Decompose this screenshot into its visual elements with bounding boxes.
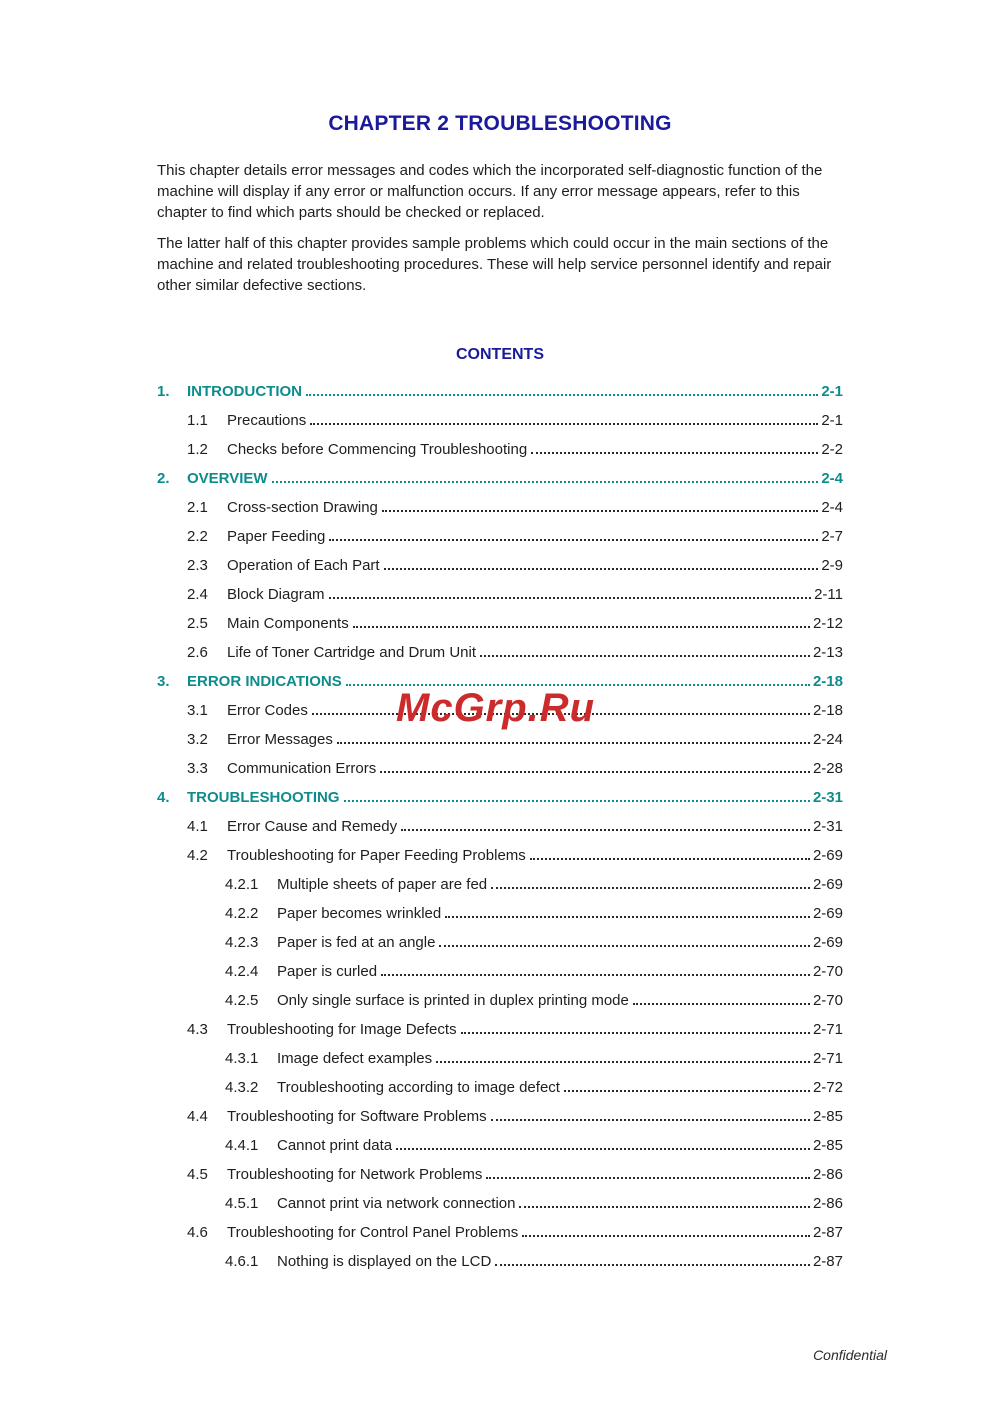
toc-entry-label: Main Components [227, 615, 349, 632]
toc-entry-2-3 [157, 551, 843, 580]
contents-heading: CONTENTS [456, 346, 544, 363]
toc-entry-number: 1. [157, 383, 170, 400]
toc-entry-label: Troubleshooting for Network Problems [227, 1166, 483, 1183]
toc-entry-number: 2.1 [187, 499, 208, 516]
toc-entry-number: 4.3 [187, 1021, 208, 1038]
toc-dotted-leader [380, 767, 810, 773]
toc-entry-number: 4.5.1 [225, 1195, 259, 1212]
toc-dotted-leader [384, 564, 819, 570]
toc-entry-page-number: 2-1 [821, 383, 843, 400]
toc-entry-label: Checks before Commencing Troubleshooting [227, 441, 528, 458]
toc-entry-4-1 [157, 812, 843, 841]
toc-entry-number: 4.3.1 [225, 1050, 259, 1067]
toc-dotted-leader [522, 1231, 810, 1237]
toc-entry-page-number: 2-87 [812, 1253, 843, 1270]
toc-entry-page-number: 2-85 [812, 1137, 843, 1154]
toc-entry-page-number: 2-11 [814, 586, 843, 603]
toc-dotted-leader [306, 390, 818, 396]
toc-entry-number: 4.3.2 [225, 1079, 259, 1096]
table-of-contents [157, 377, 843, 1276]
toc-dotted-leader [353, 622, 810, 628]
toc-dotted-leader [337, 738, 810, 744]
toc-entry-number: 3.1 [187, 702, 208, 719]
watermark-text: McGrp.Ru [396, 686, 596, 730]
toc-entry-4-2-4 [157, 957, 843, 986]
toc-entry-label: Paper becomes wrinkled [277, 905, 442, 922]
toc-dotted-leader [272, 477, 819, 483]
toc-entry-page-number: 2-70 [812, 963, 843, 980]
toc-entry-label: Troubleshooting for Paper Feeding Problems [227, 847, 526, 864]
toc-entry-page-number: 2-69 [812, 905, 843, 922]
toc-entry-label: Operation of Each Part [227, 557, 380, 574]
toc-entry-label: Paper Feeding [227, 528, 326, 545]
toc-entry-number: 3.2 [187, 731, 208, 748]
toc-entry-4-3-1 [157, 1044, 843, 1073]
toc-dotted-leader [329, 593, 812, 599]
toc-entry-label: Communication Errors [227, 760, 377, 777]
toc-entry-label: Troubleshooting for Image Defects [227, 1021, 457, 1038]
toc-entry-1 [157, 377, 843, 406]
toc-dotted-leader [461, 1028, 810, 1034]
toc-dotted-leader [480, 651, 810, 657]
toc-dotted-leader [445, 912, 810, 918]
toc-entry-label: INTRODUCTION [187, 383, 302, 400]
toc-entry-4-2 [157, 841, 843, 870]
toc-entry-page-number: 2-70 [812, 992, 843, 1009]
toc-entry-1-2 [157, 435, 843, 464]
toc-entry-number: 4.2.1 [225, 876, 259, 893]
toc-dotted-leader [530, 854, 810, 860]
toc-entry-number: 4.2.3 [225, 934, 259, 951]
toc-dotted-leader [491, 1115, 810, 1121]
toc-entry-number: 3.3 [187, 760, 208, 777]
toc-dotted-leader [329, 535, 818, 541]
intro-paragraph-1: This chapter details error messages and codes which the incorporated self-diagnostic function of the machine will display if any error or malfunction occurs. If any error message appears, refer to this chapter to find which parts should be checked or replaced. [157, 162, 823, 221]
toc-entry-4-3 [157, 1015, 843, 1044]
toc-entry-page-number: 2-12 [812, 615, 843, 632]
toc-entry-label: Cross-section Drawing [227, 499, 378, 516]
toc-entry-page-number: 2-72 [812, 1079, 843, 1096]
toc-entry-label: ERROR INDICATIONS [187, 673, 342, 690]
toc-dotted-leader [633, 999, 810, 1005]
toc-dotted-leader [312, 709, 810, 715]
toc-entry-label: Troubleshooting for Software Problems [227, 1108, 487, 1125]
toc-entry-label: Troubleshooting for Control Panel Problems [227, 1224, 519, 1241]
toc-entry-page-number: 2-28 [812, 760, 843, 777]
toc-entry-label: Block Diagram [227, 586, 325, 603]
toc-entry-3-2 [157, 725, 843, 754]
toc-entry-1-1 [157, 406, 843, 435]
toc-entry-2-4 [157, 580, 843, 609]
toc-dotted-leader [344, 796, 810, 802]
toc-entry-3 [157, 667, 843, 696]
toc-entry-page-number: 2-18 [812, 673, 843, 690]
toc-entry-page-number: 2-4 [821, 470, 843, 487]
toc-entry-label: Image defect examples [277, 1050, 433, 1067]
toc-entry-4-2-1 [157, 870, 843, 899]
toc-entry-page-number: 2-71 [812, 1021, 843, 1038]
toc-entry-page-number: 2-24 [812, 731, 843, 748]
toc-entry-4-4-1 [157, 1131, 843, 1160]
toc-entry-page-number: 2-18 [812, 702, 843, 719]
toc-entry-2-1 [157, 493, 843, 522]
toc-dotted-leader [401, 825, 810, 831]
toc-dotted-leader [436, 1057, 810, 1063]
toc-entry-number: 4.2 [187, 847, 208, 864]
toc-entry-3-1 [157, 696, 843, 725]
toc-entry-4-3-2 [157, 1073, 843, 1102]
toc-entry-4 [157, 783, 843, 812]
toc-dotted-leader [439, 941, 810, 947]
toc-entry-number: 4.5 [187, 1166, 208, 1183]
toc-entry-number: 2.4 [187, 586, 208, 603]
toc-entry-page-number: 2-86 [812, 1195, 843, 1212]
toc-entry-4-2-2 [157, 899, 843, 928]
toc-entry-page-number: 2-9 [821, 557, 843, 574]
toc-dotted-leader [381, 970, 810, 976]
toc-dotted-leader [495, 1260, 810, 1266]
toc-entry-number: 2.2 [187, 528, 208, 545]
toc-dotted-leader [382, 506, 818, 512]
toc-entry-label: Paper is curled [277, 963, 378, 980]
intro-paragraph-2: The latter half of this chapter provides sample problems which could occur in the main sections of the machine and related troubleshooting procedures. These will help service personnel identify and repair other similar defective sections. [157, 235, 832, 294]
toc-entry-number: 3. [157, 673, 170, 690]
toc-entry-number: 4. [157, 789, 170, 806]
toc-entry-page-number: 2-7 [821, 528, 843, 545]
page-title: CHAPTER 2 TROUBLESHOOTING [328, 112, 672, 135]
toc-entry-label: Precautions [227, 412, 307, 429]
toc-dotted-leader [531, 448, 818, 454]
toc-entry-label: TROUBLESHOOTING [187, 789, 340, 806]
toc-entry-number: 2.6 [187, 644, 208, 661]
toc-entry-page-number: 2-2 [821, 441, 843, 458]
toc-entry-page-number: 2-71 [812, 1050, 843, 1067]
toc-entry-number: 2.3 [187, 557, 208, 574]
toc-entry-4-6 [157, 1218, 843, 1247]
toc-entry-label: Error Codes [227, 702, 308, 719]
toc-entry-label: Troubleshooting according to image defect [277, 1079, 560, 1096]
toc-entry-page-number: 2-13 [812, 644, 843, 661]
toc-entry-page-number: 2-86 [812, 1166, 843, 1183]
toc-entry-2-2 [157, 522, 843, 551]
toc-entry-4-2-5 [157, 986, 843, 1015]
toc-entry-label: Paper is fed at an angle [277, 934, 436, 951]
toc-entry-number: 4.6 [187, 1224, 208, 1241]
toc-dotted-leader [396, 1144, 810, 1150]
toc-entry-label: OVERVIEW [187, 470, 268, 487]
toc-entry-page-number: 2-85 [812, 1108, 843, 1125]
toc-entry-label: Life of Toner Cartridge and Drum Unit [227, 644, 477, 661]
toc-entry-page-number: 2-31 [812, 789, 843, 806]
toc-dotted-leader [564, 1086, 810, 1092]
toc-entry-number: 2. [157, 470, 170, 487]
toc-entry-label: Cannot print data [277, 1137, 393, 1154]
toc-entry-number: 2.5 [187, 615, 208, 632]
toc-entry-label: Error Messages [227, 731, 333, 748]
toc-entry-3-3 [157, 754, 843, 783]
toc-entry-page-number: 2-87 [812, 1224, 843, 1241]
toc-entry-page-number: 2-1 [821, 412, 843, 429]
toc-entry-page-number: 2-69 [812, 934, 843, 951]
toc-dotted-leader [519, 1202, 809, 1208]
toc-dotted-leader [486, 1173, 810, 1179]
confidential-footer: Confidential [813, 1347, 887, 1363]
toc-entry-number: 4.2.4 [225, 963, 259, 980]
toc-entry-number: 4.2.5 [225, 992, 259, 1009]
toc-entry-2-6 [157, 638, 843, 667]
toc-entry-4-4 [157, 1102, 843, 1131]
toc-dotted-leader [310, 419, 818, 425]
toc-entry-number: 4.1 [187, 818, 208, 835]
toc-entry-label: Nothing is displayed on the LCD [277, 1253, 492, 1270]
toc-entry-number: 4.2.2 [225, 905, 259, 922]
toc-entry-4-5-1 [157, 1189, 843, 1218]
toc-entry-2 [157, 464, 843, 493]
toc-entry-2-5 [157, 609, 843, 638]
toc-entry-label: Multiple sheets of paper are fed [277, 876, 488, 893]
toc-entry-4-6-1 [157, 1247, 843, 1276]
toc-entry-4-5 [157, 1160, 843, 1189]
toc-entry-label: Cannot print via network connection [277, 1195, 516, 1212]
toc-entry-label: Error Cause and Remedy [227, 818, 398, 835]
toc-entry-page-number: 2-69 [812, 876, 843, 893]
toc-dotted-leader [491, 883, 810, 889]
toc-entry-number: 4.6.1 [225, 1253, 259, 1270]
toc-entry-4-2-3 [157, 928, 843, 957]
toc-entry-number: 4.4 [187, 1108, 208, 1125]
toc-entry-number: 1.2 [187, 441, 208, 458]
toc-entry-page-number: 2-4 [821, 499, 843, 516]
toc-entry-page-number: 2-31 [812, 818, 843, 835]
toc-entry-page-number: 2-69 [812, 847, 843, 864]
toc-entry-number: 1.1 [187, 412, 208, 429]
toc-entry-number: 4.4.1 [225, 1137, 259, 1154]
toc-entry-label: Only single surface is printed in duplex printing mode [277, 992, 629, 1009]
toc-dotted-leader [346, 680, 810, 686]
